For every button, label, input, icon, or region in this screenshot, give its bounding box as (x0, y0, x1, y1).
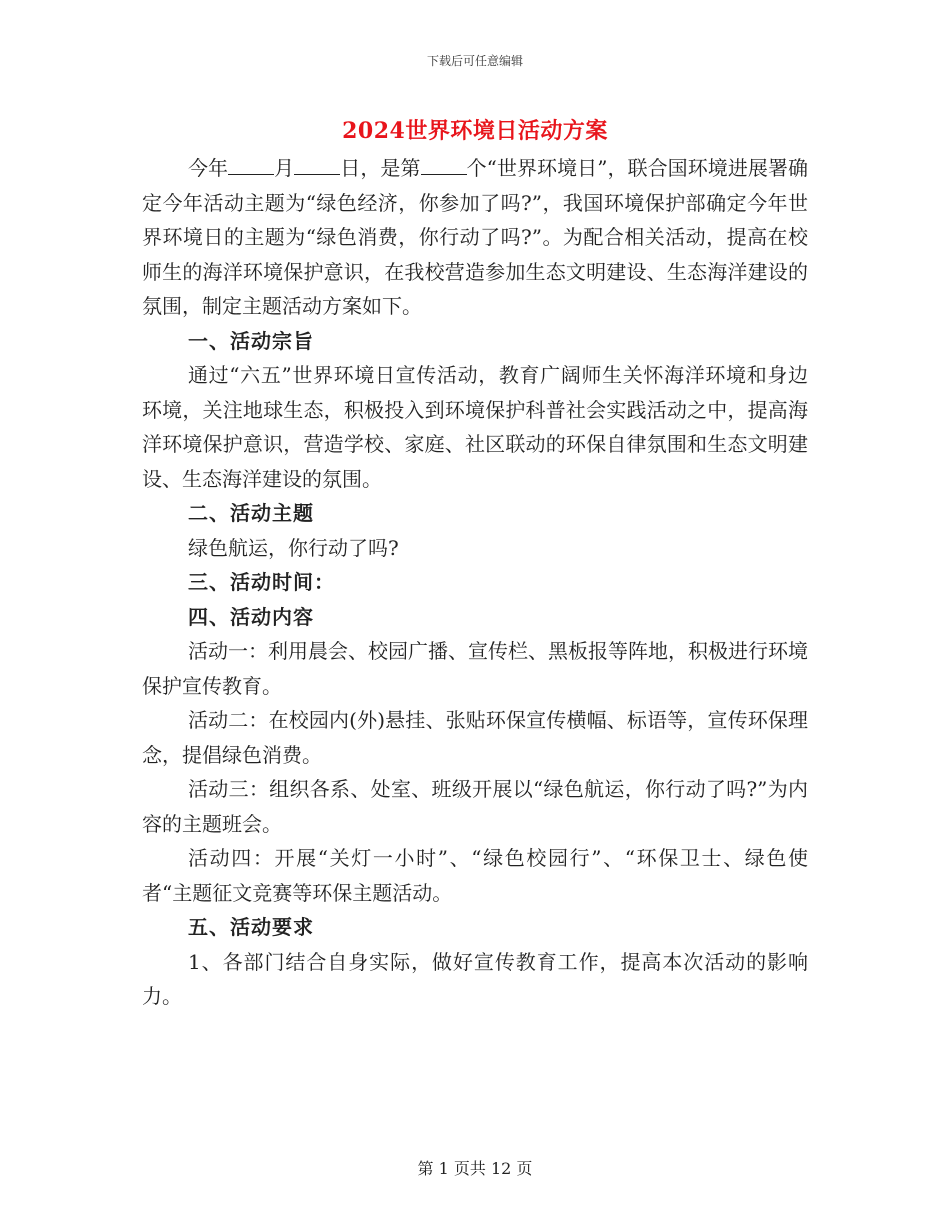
section-heading-purpose: 一、活动宗旨 (188, 328, 314, 353)
intro-paragraph (142, 150, 808, 324)
section-heading-time: 三、活动时间： (188, 570, 335, 594)
intro-text: 日，是第 (340, 156, 421, 180)
section-paragraph-theme: 绿色航运，你行动了吗? (188, 535, 399, 560)
document-body (142, 150, 808, 1014)
section-heading-requirements: 五、活动要求 (188, 915, 314, 939)
blank-number (421, 150, 467, 175)
page-header-note: 下载后可任意编辑 (426, 54, 523, 68)
blank-year (228, 150, 274, 175)
document-title: 2024世界环境日活动方案 (342, 118, 608, 144)
activity-paragraph: 活动三：组织各系、处室、班级开展以“绿色航运，你行动了吗?”为内容的主题班会。 (142, 777, 808, 836)
blank-month (294, 150, 340, 175)
intro-text: 月 (274, 156, 295, 180)
intro-text: 个“世界环境日”，联合国环境进展署确定今年活动主题为“绿色经济，你参加了吗?”，我国环境保护部确定今年世界环境日的主题为“绿色消费，你行动了吗?”。为配合相关活动，提高在校师生的海洋环境保护意识，在我校营造参加生态文明建设、生态海洋建设的氛围，制定主题活动方案如下。 (142, 156, 809, 318)
page-number-footer: 第 1 页共 12 页 (417, 1159, 533, 1178)
activity-paragraph: 活动二：在校园内(外)悬挂、张贴环保宣传横幅、标语等，宣传环保理念，提倡绿色消费。 (142, 708, 808, 767)
section-heading-content: 四、活动内容 (188, 604, 314, 629)
section-heading-theme: 二、活动主题 (188, 501, 314, 525)
intro-text: 今年 (188, 156, 229, 180)
activity-paragraph: 活动四：开展“关灯一小时”、“绿色校园行”、“环保卫士、绿色使者“主题征文竞赛等环保主题活动。 (142, 846, 808, 905)
requirement-paragraph: 1、各部门结合自身实际，做好宣传教育工作，提高本次活动的影响力。 (142, 949, 808, 1008)
activity-paragraph: 活动一：利用晨会、校园广播、宣传栏、黑板报等阵地，积极进行环境保护宣传教育。 (142, 639, 808, 698)
section-paragraph-purpose: 通过“六五”世界环境日宣传活动，教育广阔师生关怀海洋环境和身边环境，关注地球生态，积极投入到环境保护科普社会实践活动之中，提高海洋环境保护意识，营造学校、家庭、社区联动的环保自律氛围和生态文明建设、生态海洋建设的氛围。 (142, 363, 808, 491)
